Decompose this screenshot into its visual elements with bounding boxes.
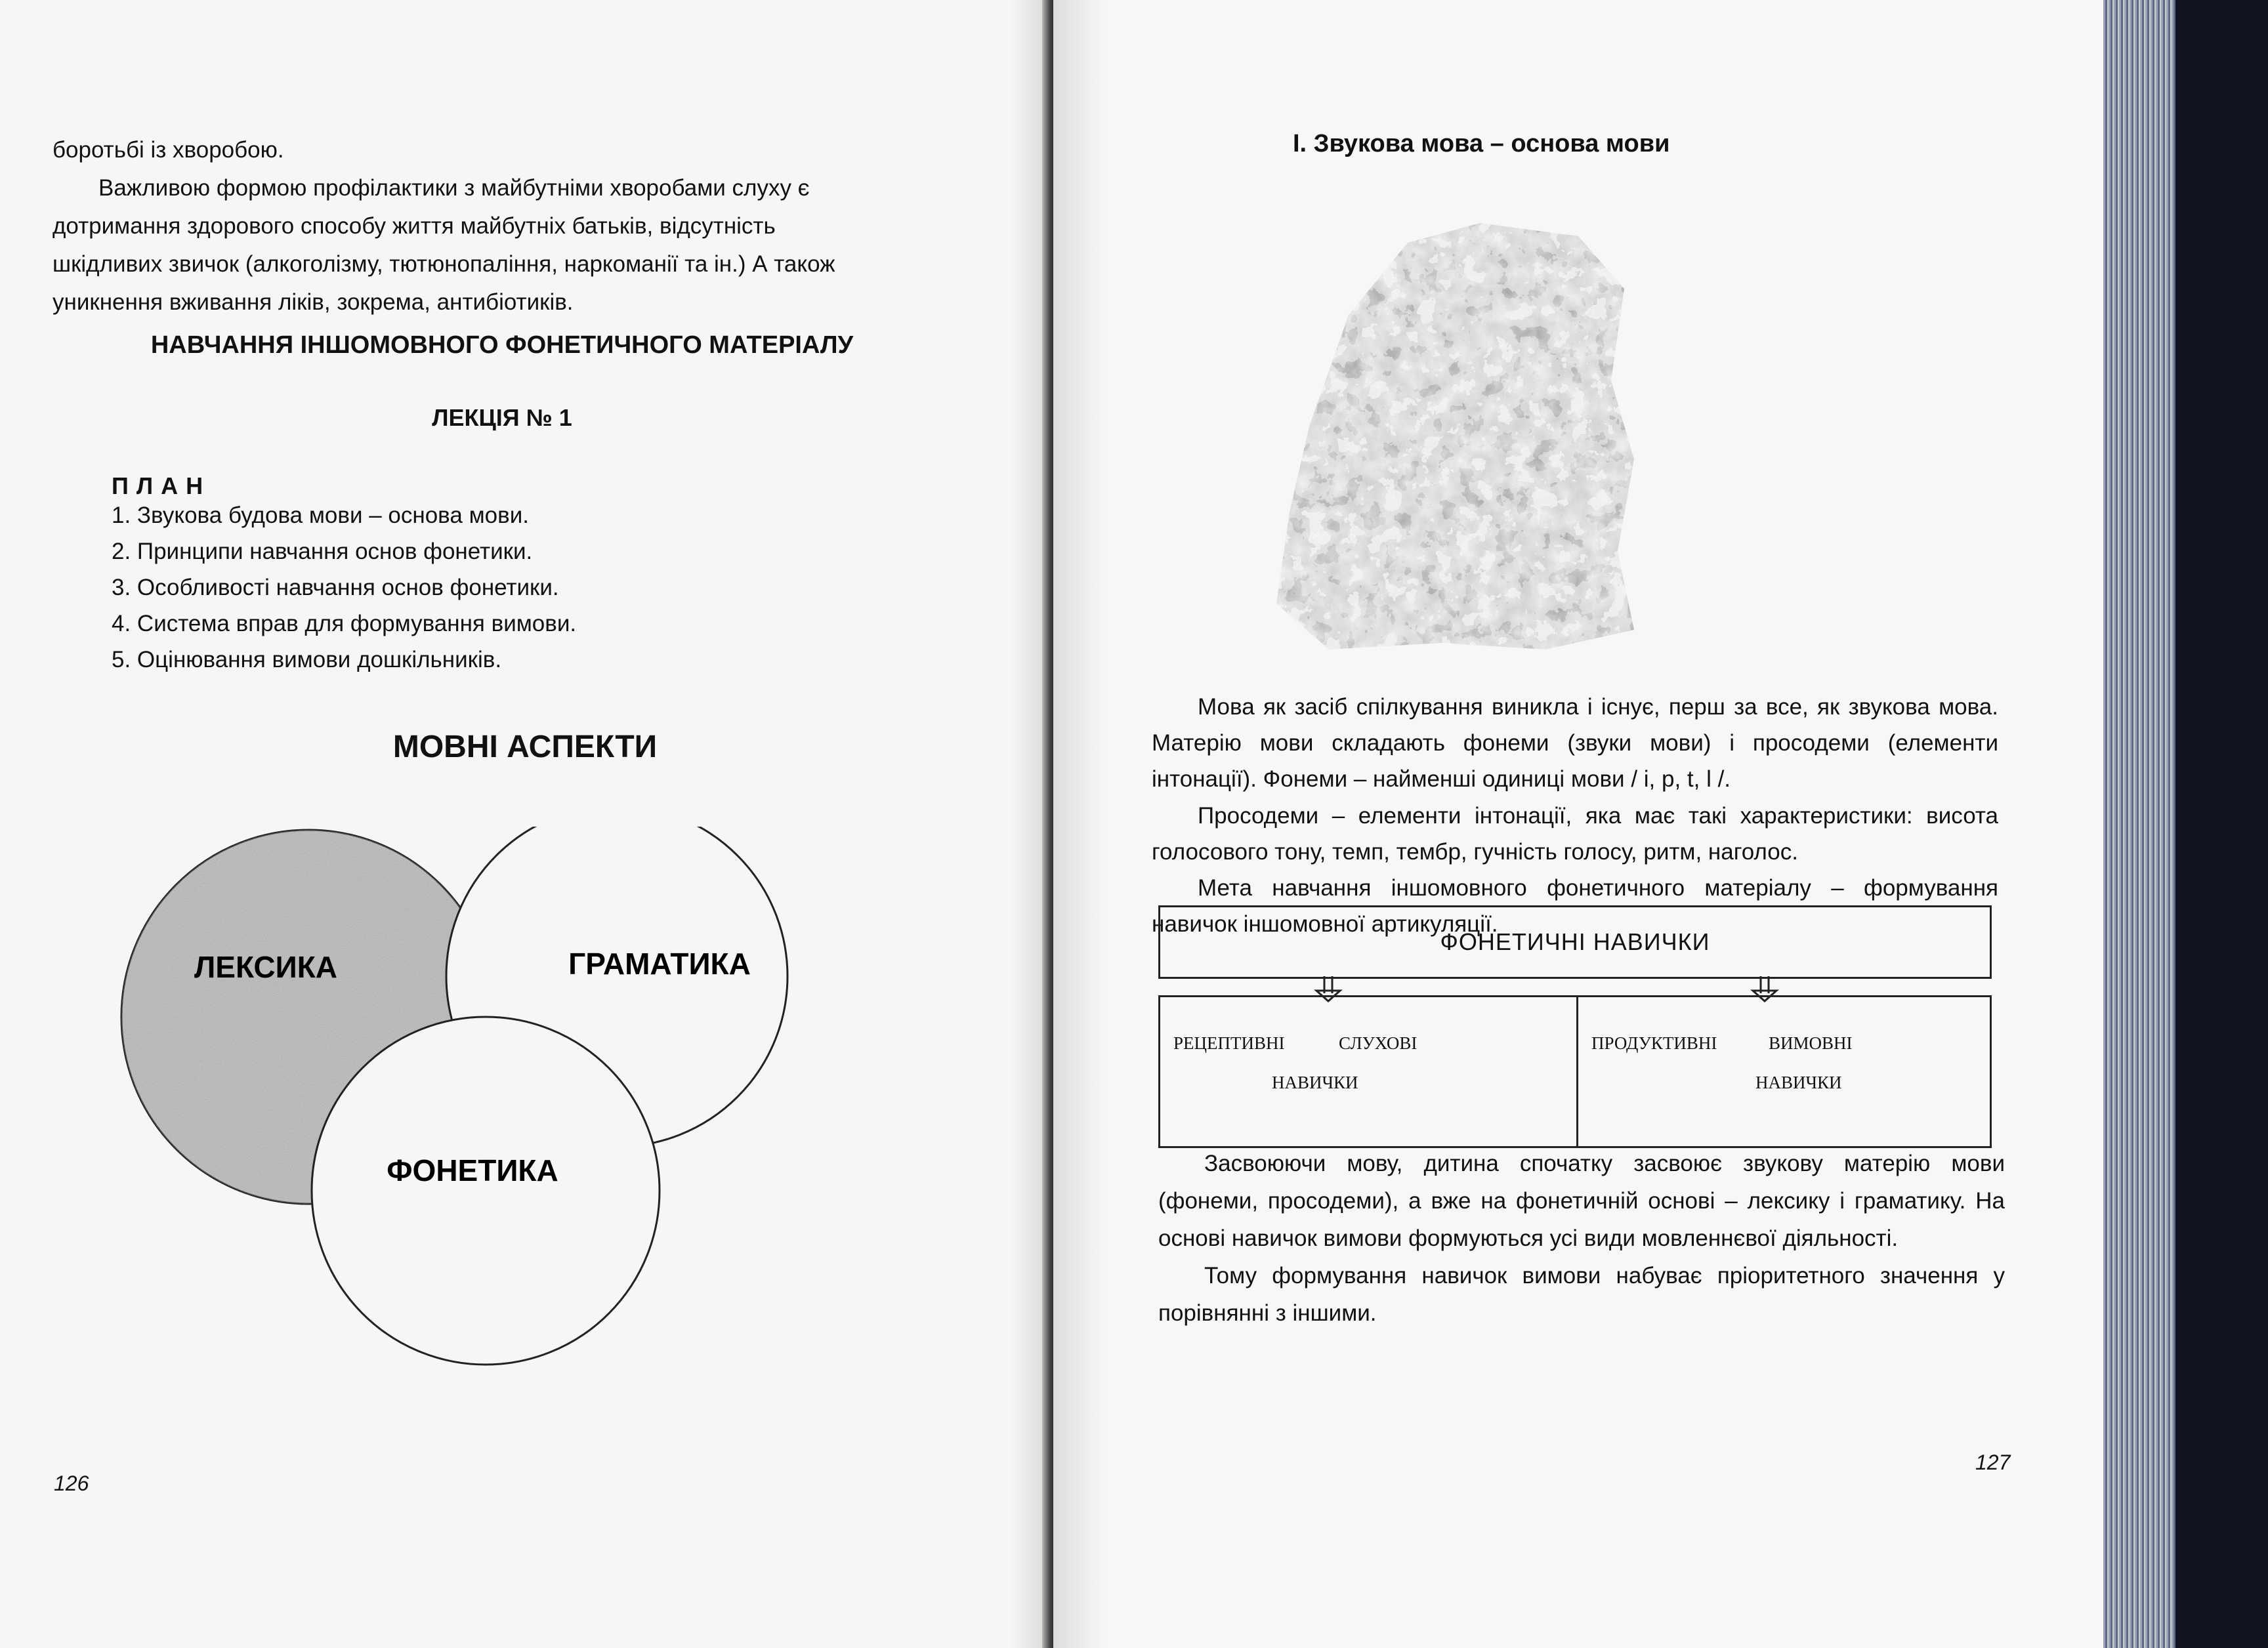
aspects-title: МОВНІ АСПЕКТИ: [392, 730, 658, 764]
plan-title: ПЛАН: [112, 472, 211, 499]
skills-label: НАВИЧКИ: [1755, 1073, 1842, 1092]
paragraph-line: Важливою формою профілактики з майбутніми хворобами слуху є: [98, 175, 810, 201]
book-page-edges: [2103, 0, 2175, 1648]
intro-paragraph: [52, 131, 892, 321]
lexis-label: ЛЕКСИКА: [194, 950, 338, 984]
conclusion-text: Тому формування навичок вимови набуває пріоритетного значення у порівнянні з іншими.: [1158, 1263, 2005, 1326]
phonetic-skills-diagram: [1158, 905, 2005, 1161]
paragraph-line: боротьбі із хворобою.: [52, 137, 284, 163]
body-paragraph-goal: Мета навчання іншомовного фонетичного матеріалу – формування навичок іншомовної артикуляції.: [1152, 875, 1998, 937]
plan-list: [112, 497, 833, 678]
page-number-right: 127: [1975, 1451, 2011, 1474]
body-paragraph-1: Мова як засіб спілкування виникла і існує, перш за все, як звукова мова. Матерію мови складають фонеми (звуки мови) і просодеми (елементи інтонації). Фонеми – найменші одиниці мови / і, р, t, l /.: [1152, 694, 1998, 792]
page-number-left: 126: [54, 1472, 89, 1495]
phonetic-skills-box: ФОНЕТИЧНІ НАВИЧКИ: [1158, 905, 1992, 979]
plan-item: 1. Звукова будова мови – основа мови.: [112, 503, 529, 528]
grammar-label: ГРАМАТИКА: [568, 947, 751, 981]
left-page: [0, 0, 1049, 1648]
scanner-background: [2175, 0, 2268, 1648]
pronunciation-label: ВИМОВНІ: [1769, 1033, 1853, 1053]
plan-item: 3. Особливості навчання основ фонетики.: [112, 575, 559, 600]
paragraph-line: дотримання здорового способу життя майбутніх батьків, відсутність: [52, 213, 776, 239]
plan-item: 5. Оцінювання вимови дошкільників.: [112, 647, 502, 672]
productive-label: ПРОДУКТИВНІ: [1591, 1033, 1717, 1053]
receptive-skills-box: [1158, 995, 1578, 1148]
receptive-label: РЕЦЕПТИВНІ: [1173, 1033, 1285, 1053]
body-paragraph-conclusion: [1158, 1145, 2005, 1332]
phonetics-circle: [312, 1017, 660, 1365]
productive-skills-box: [1576, 995, 1992, 1148]
chapter-title: І. Звукова мова – основа мови: [1293, 130, 1670, 157]
lecture-title: ЛЕКЦІЯ № 1: [432, 404, 572, 431]
conclusion-text: Засвоюючи мову, дитина спочатку засвоює звукову матерію мови (фонеми, просодеми), а вже на фонетичній основі – лексику і граматику. На основі навичок вимови формуються усі види мовленнєвої діяльності.: [1158, 1151, 2005, 1251]
skills-label: НАВИЧКИ: [1272, 1073, 1358, 1092]
paragraph-line: шкідливих звичок (алкоголізму, тютюнопаління, наркоманії та ін.) А також: [52, 251, 835, 277]
plan-item: 2. Принципи навчання основ фонетики.: [112, 539, 533, 564]
body-paragraph-prosodemes: Просодеми – елементи інтонації, яка має такі характеристики: висота голосового тону, темп, тембр, гучність голосу, ритм, наголос.: [1152, 803, 1998, 865]
plan-item: 4. Система вправ для формування вимови.: [112, 611, 577, 636]
phonetics-label: ФОНЕТИКА: [387, 1153, 558, 1187]
section-title: НАВЧАННЯ ІНШОМОВНОГО ФОНЕТИЧНОГО МАТЕРІАЛУ: [150, 331, 854, 359]
paragraph-line: уникнення вживання ліків, зокрема, антибіотиків.: [52, 289, 574, 315]
venn-diagram: [118, 827, 873, 1371]
auditory-label: СЛУХОВІ: [1339, 1033, 1418, 1053]
rock-photo-icon: [1270, 210, 1637, 656]
